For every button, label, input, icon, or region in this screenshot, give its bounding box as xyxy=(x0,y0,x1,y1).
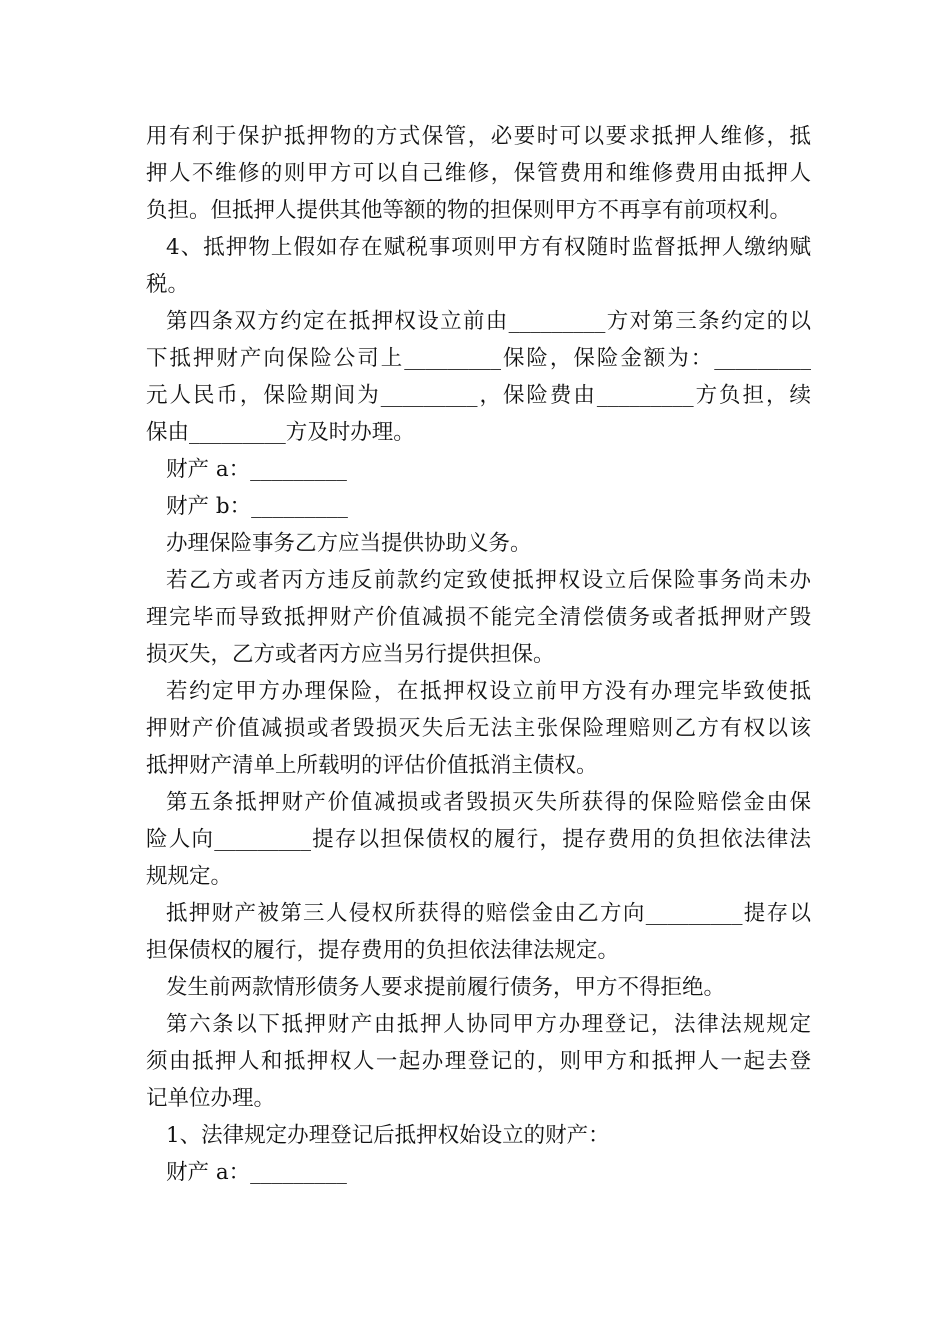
text-line: 押人不维修的则甲方可以自己维修，保管费用和维修费用由抵押人 xyxy=(146,161,811,186)
text-line: 下抵押财产向保险公司上_________保险，保险金额为：_________ xyxy=(146,346,811,371)
text-line: 第五条抵押财产价值减损或者毁损灭失所获得的保险赔偿金由保 xyxy=(166,790,811,815)
text-line: 规规定。 xyxy=(146,864,233,889)
text-line: 元人民币，保险期间为_________，保险费由_________方负担，续 xyxy=(146,383,811,408)
text-line: 若约定甲方办理保险，在抵押权设立前甲方没有办理完毕致使抵 xyxy=(166,679,811,704)
text-line: 抵押财产清单上所载明的评估价值抵消主债权。 xyxy=(146,753,598,778)
text-line: 财产 b：_________ xyxy=(166,494,348,519)
text-line: 第四条双方约定在抵押权设立前由_________方对第三条约定的以 xyxy=(166,309,811,334)
text-line: 保由_________方及时办理。 xyxy=(146,420,415,445)
text-line: 担保债权的履行，提存费用的负担依法律法规定。 xyxy=(146,938,620,963)
text-line: 抵押财产被第三人侵权所获得的赔偿金由乙方向_________提存以 xyxy=(166,901,811,926)
text-line: 发生前两款情形债务人要求提前履行债务，甲方不得拒绝。 xyxy=(166,975,726,1000)
text-line: 须由抵押人和抵押权人一起办理登记的，则甲方和抵押人一起去登 xyxy=(146,1049,811,1074)
text-line: 若乙方或者丙方违反前款约定致使抵押权设立后保险事务尚未办 xyxy=(166,568,811,593)
text-line: 理完毕而导致抵押财产价值减损不能完全清偿债务或者抵押财产毁 xyxy=(146,605,811,630)
text-line: 用有利于保护抵押物的方式保管，必要时可以要求抵押人维修，抵 xyxy=(146,124,811,149)
text-line: 财产 a：_________ xyxy=(166,1160,347,1185)
text-line: 押财产价值减损或者毁损灭失后无法主张保险理赔则乙方有权以该 xyxy=(146,716,811,741)
document-page xyxy=(146,118,811,1191)
text-line: 险人向_________提存以担保债权的履行，提存费用的负担依法律法 xyxy=(146,827,811,852)
text-line: 财产 a：_________ xyxy=(166,457,347,482)
text-line: 记单位办理。 xyxy=(146,1086,276,1111)
text-line: 税。 xyxy=(146,272,190,297)
text-line: 4、抵押物上假如存在赋税事项则甲方有权随时监督抵押人缴纳赋 xyxy=(166,235,811,260)
text-line: 第六条以下抵押财产由抵押人协同甲方办理登记，法律法规规定 xyxy=(166,1012,811,1037)
text-line: 办理保险事务乙方应当提供协助义务。 xyxy=(166,531,532,556)
text-line: 负担。但抵押人提供其他等额的物的担保则甲方不再享有前项权利。 xyxy=(146,198,792,223)
text-line: 1、法律规定办理登记后抵押权始设立的财产： xyxy=(166,1123,610,1148)
text-line: 损灭失，乙方或者丙方应当另行提供担保。 xyxy=(146,642,555,667)
